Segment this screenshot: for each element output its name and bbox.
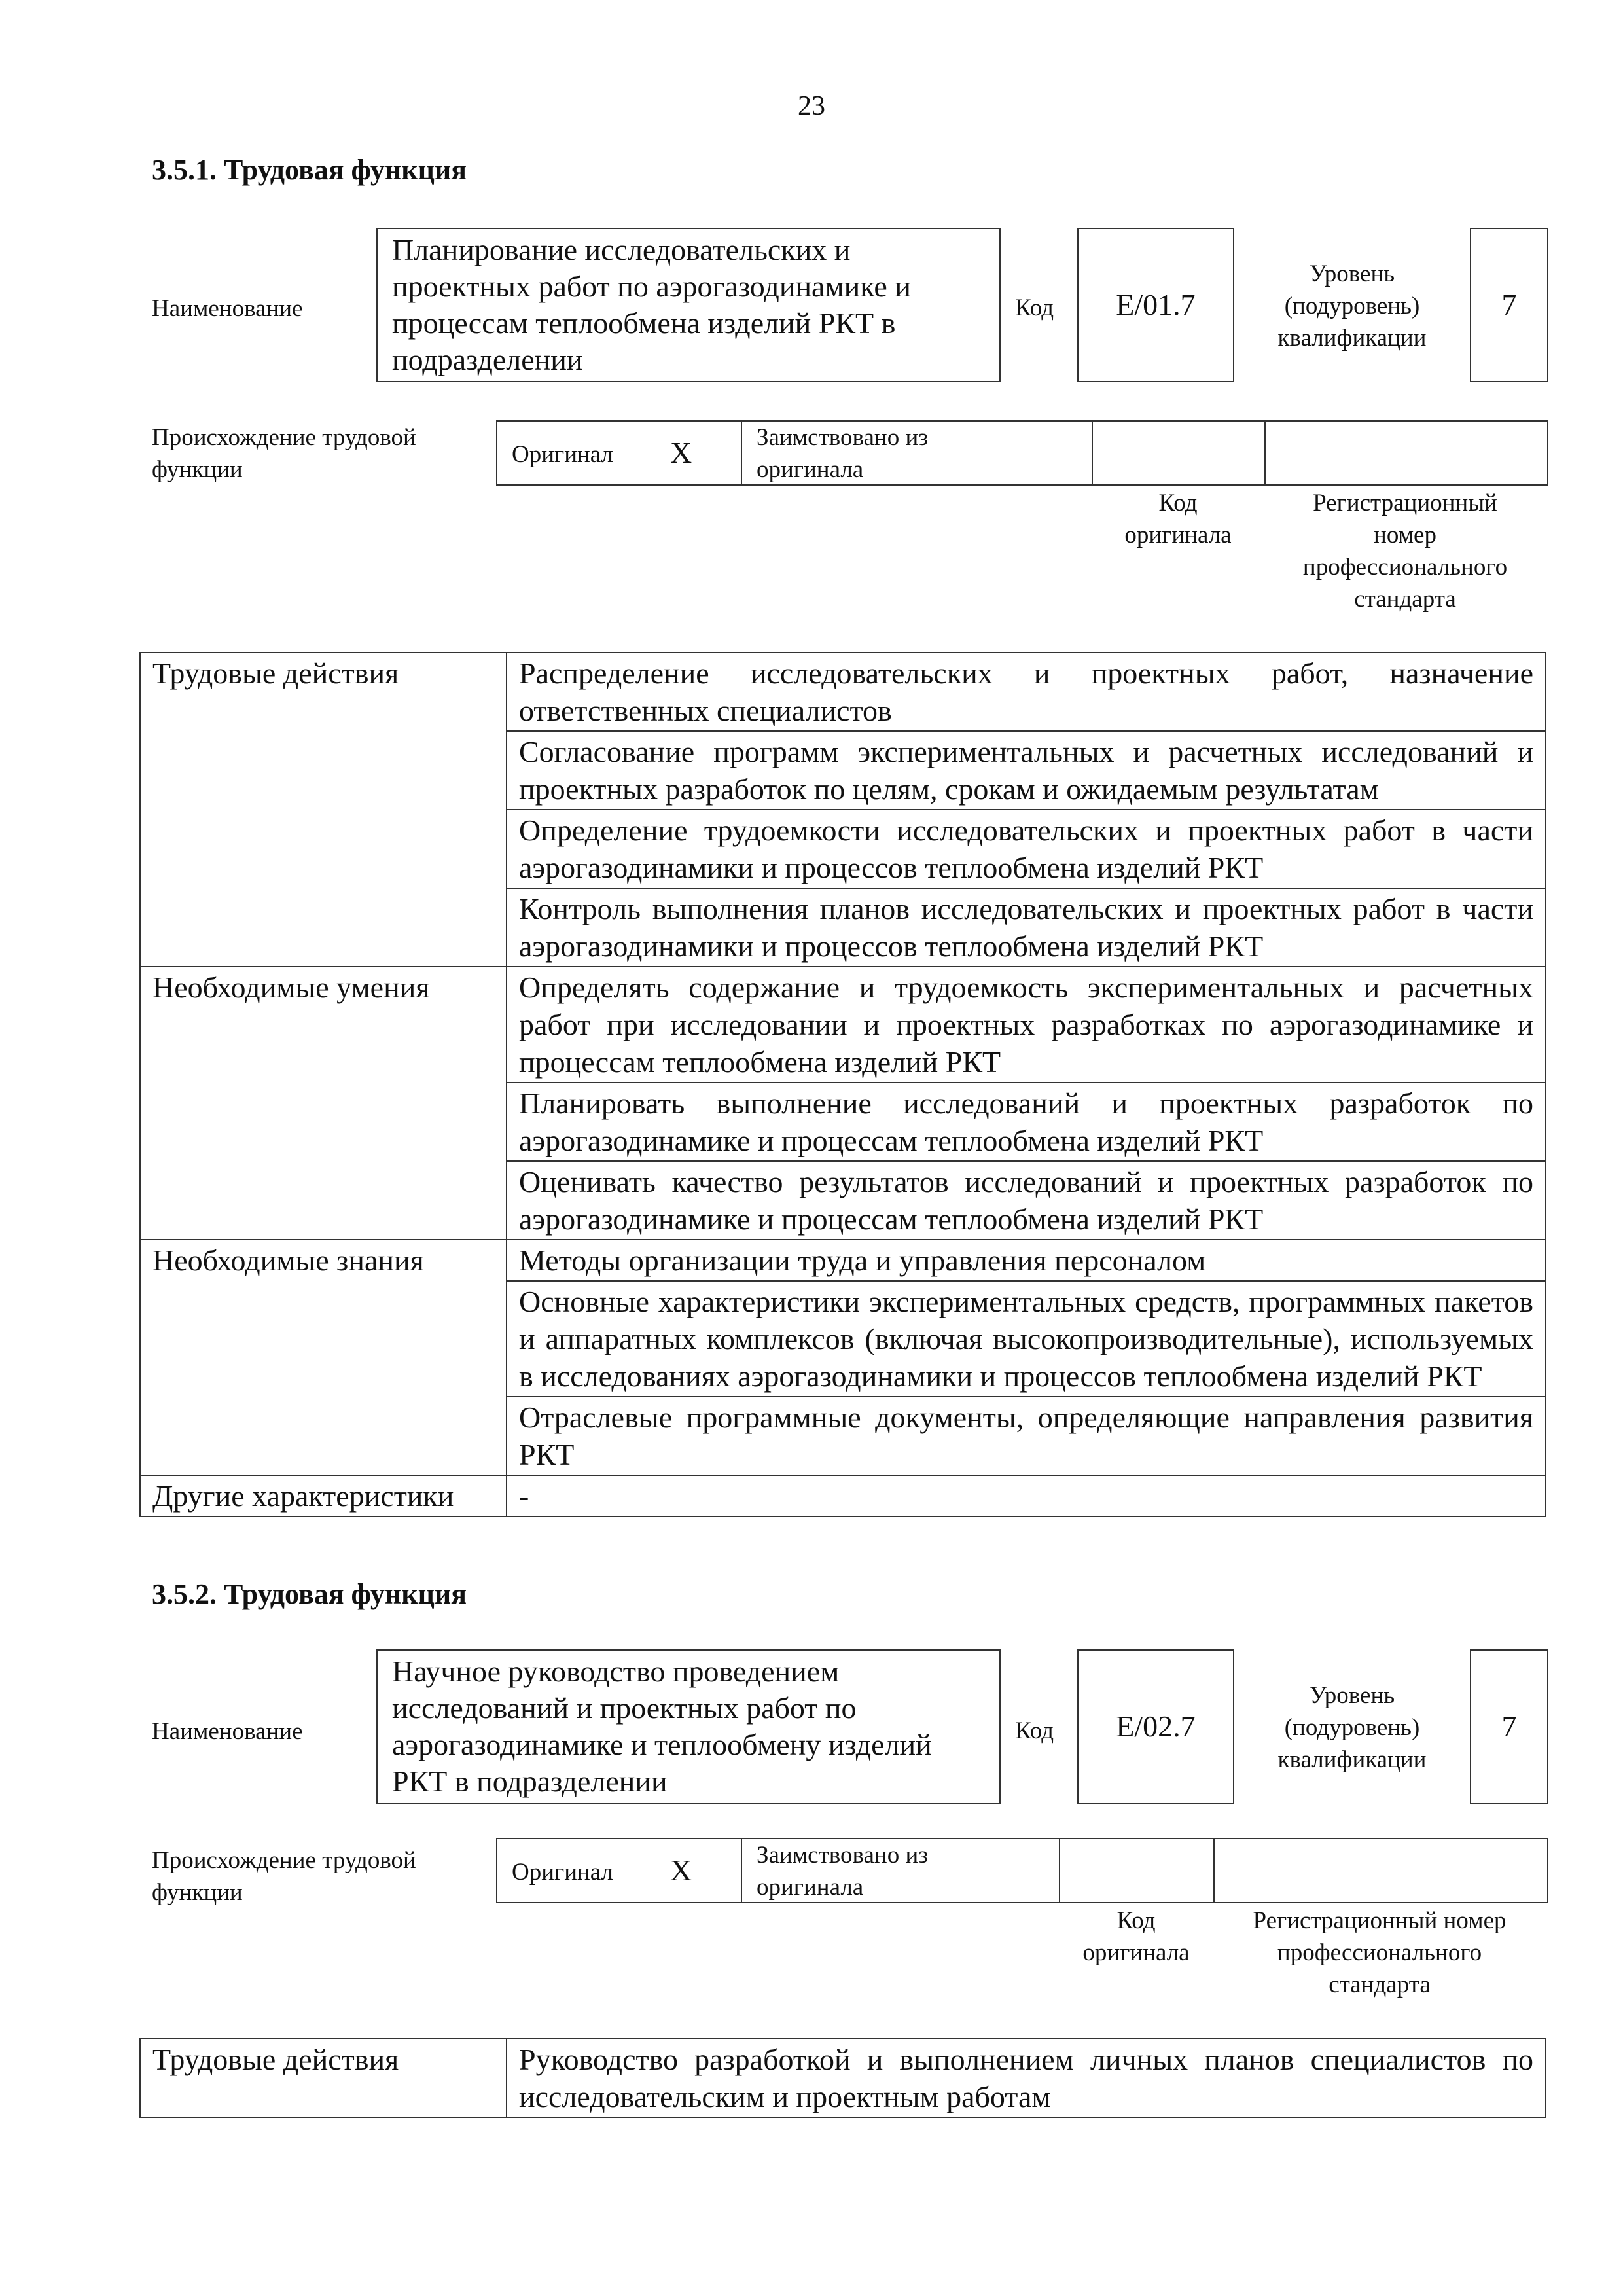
borrowed-label-line: оригинала (757, 1874, 864, 1901)
row-label: Необходимые знания (140, 1240, 507, 1475)
table-cell: Определение трудоемкости исследовательских и проектных работ в части аэрогазодинамики и процессов теплообмена изделий РКТ (507, 810, 1546, 888)
code-label: Код (1015, 1717, 1054, 1744)
code-label: Код (1015, 295, 1054, 321)
original-cell (497, 1839, 742, 1902)
reg-number-line: профессионального (1277, 1939, 1482, 1966)
level-label-line: (подуровень) (1284, 1714, 1420, 1741)
borrowed-label-line: Заимствовано из (757, 1842, 928, 1869)
origin-label-line: Происхождение трудовой (152, 424, 416, 451)
table-cell: Определять содержание и трудоемкость экспериментальных и расчетных работ при исследовании и проектных разработках по аэрогазодинамике и процессам теплообмена изделий РКТ (507, 967, 1546, 1083)
table-row (140, 653, 1546, 731)
section-title: 3.5.2. Трудовая функция (152, 1578, 467, 1610)
level-label-line: Уровень (1309, 1682, 1395, 1709)
function-name-line: Научное руководство проведением (392, 1655, 840, 1688)
code-original-line: оригинала (1124, 522, 1232, 548)
original-label: Оригинал (512, 1859, 614, 1886)
section-title: 3.5.1. Трудовая функция (152, 154, 467, 186)
original-cell (497, 422, 742, 484)
function-name-line: процессам теплообмена изделий РКТ в (392, 306, 896, 340)
table-cell: Согласование программ экспериментальных и расчетных исследований и проектных разработок по целям, срокам и ожидаемым результатам (507, 731, 1546, 810)
borrowed-label-line: Заимствовано из (757, 424, 928, 451)
code-original-cell (1093, 422, 1266, 484)
code-value-box (1077, 228, 1234, 382)
function-name-line: РКТ в подразделении (392, 1765, 668, 1798)
table-row (140, 967, 1546, 1083)
origin-row (496, 1838, 1548, 1903)
code-original-line: оригинала (1082, 1939, 1190, 1966)
function-name-line: проектных работ по аэрогазодинамике и (392, 270, 911, 303)
level-label-line: квалификации (1277, 1746, 1427, 1773)
function-name-box (376, 228, 1001, 382)
table-cell: Основные характеристики экспериментальных средств, программных пакетов и аппаратных комплексов (включая высокопроизводительные), используемых в исследованиях аэрогазодинамики и процессов теплообмена изделий РКТ (507, 1281, 1546, 1397)
level-label (1237, 1679, 1467, 1776)
level-value-box (1470, 228, 1548, 382)
function-name-line: подразделении (392, 343, 583, 376)
reg-number-caption (1213, 1905, 1546, 2001)
borrowed-label-line: оригинала (757, 456, 864, 483)
function-details-table (139, 2038, 1546, 2118)
code-value-box (1077, 1649, 1234, 1804)
table-cell: Руководство разработкой и выполнением личных планов специалистов по исследовательским и проектным работам (507, 2039, 1546, 2117)
row-label: Трудовые действия (140, 2039, 507, 2117)
name-label: Наименование (152, 295, 303, 322)
level-label (1237, 258, 1467, 354)
borrowed-cell (742, 422, 1093, 484)
name-label: Наименование (152, 1718, 303, 1745)
function-name-line: аэрогазодинамике и теплообмену изделий (392, 1728, 932, 1761)
borrowed-cell (742, 1839, 1060, 1902)
reg-number-line: номер (1374, 522, 1436, 548)
table-cell: Распределение исследовательских и проектных работ, назначение ответственных специалистов (507, 653, 1546, 731)
table-row (140, 1240, 1546, 1281)
code-original-caption (1092, 487, 1264, 551)
reg-number-cell (1215, 1839, 1547, 1902)
code-original-line: Код (1158, 490, 1198, 516)
reg-number-caption (1264, 487, 1546, 615)
origin-label (152, 422, 416, 486)
level-value: 7 (1501, 1710, 1517, 1743)
code-value: E/01.7 (1116, 288, 1196, 321)
origin-label (152, 1844, 416, 1909)
reg-number-line: Регистрационный (1313, 490, 1497, 516)
reg-number-line: Регистрационный номер (1253, 1907, 1507, 1934)
original-mark: X (670, 1854, 692, 1887)
origin-label-line: функции (152, 456, 243, 483)
reg-number-line: стандарта (1354, 586, 1456, 613)
code-original-line: Код (1116, 1907, 1156, 1934)
function-name-line: Планирование исследовательских и (392, 233, 851, 266)
row-label: Трудовые действия (140, 653, 507, 967)
page-number: 23 (798, 91, 825, 121)
function-name-box (376, 1649, 1001, 1804)
row-label: Необходимые умения (140, 967, 507, 1240)
reg-number-cell (1266, 422, 1547, 484)
function-name-line: исследований и проектных работ по (392, 1691, 857, 1725)
reg-number-line: профессионального (1302, 554, 1508, 581)
level-label-line: Уровень (1309, 260, 1395, 287)
table-row (140, 2039, 1546, 2117)
table-cell: Оценивать качество результатов исследований и проектных разработок по аэрогазодинамике и процессам теплообмена изделий РКТ (507, 1161, 1546, 1240)
table-cell: Планировать выполнение исследований и проектных разработок по аэрогазодинамике и процессам теплообмена изделий РКТ (507, 1083, 1546, 1161)
level-label-line: (подуровень) (1284, 293, 1420, 319)
origin-row (496, 420, 1548, 486)
origin-label-line: Происхождение трудовой (152, 1847, 416, 1874)
row-label: Другие характеристики (140, 1475, 507, 1516)
level-label-line: квалификации (1277, 325, 1427, 351)
origin-label-line: функции (152, 1879, 243, 1906)
table-cell: Методы организации труда и управления персоналом (507, 1240, 1546, 1281)
original-mark: X (670, 436, 692, 469)
code-value: E/02.7 (1116, 1710, 1196, 1743)
level-value-box (1470, 1649, 1548, 1804)
original-label: Оригинал (512, 441, 614, 468)
function-details-table (139, 652, 1546, 1517)
code-original-cell (1060, 1839, 1215, 1902)
table-cell: - (507, 1475, 1546, 1516)
level-value: 7 (1501, 288, 1517, 321)
table-row (140, 1475, 1546, 1516)
reg-number-line: стандарта (1329, 1971, 1431, 1998)
table-cell: Отраслевые программные документы, определяющие направления развития РКТ (507, 1397, 1546, 1475)
code-original-caption (1059, 1905, 1213, 1969)
table-cell: Контроль выполнения планов исследовательских и проектных работ в части аэрогазодинамики и процессов теплообмена изделий РКТ (507, 888, 1546, 967)
